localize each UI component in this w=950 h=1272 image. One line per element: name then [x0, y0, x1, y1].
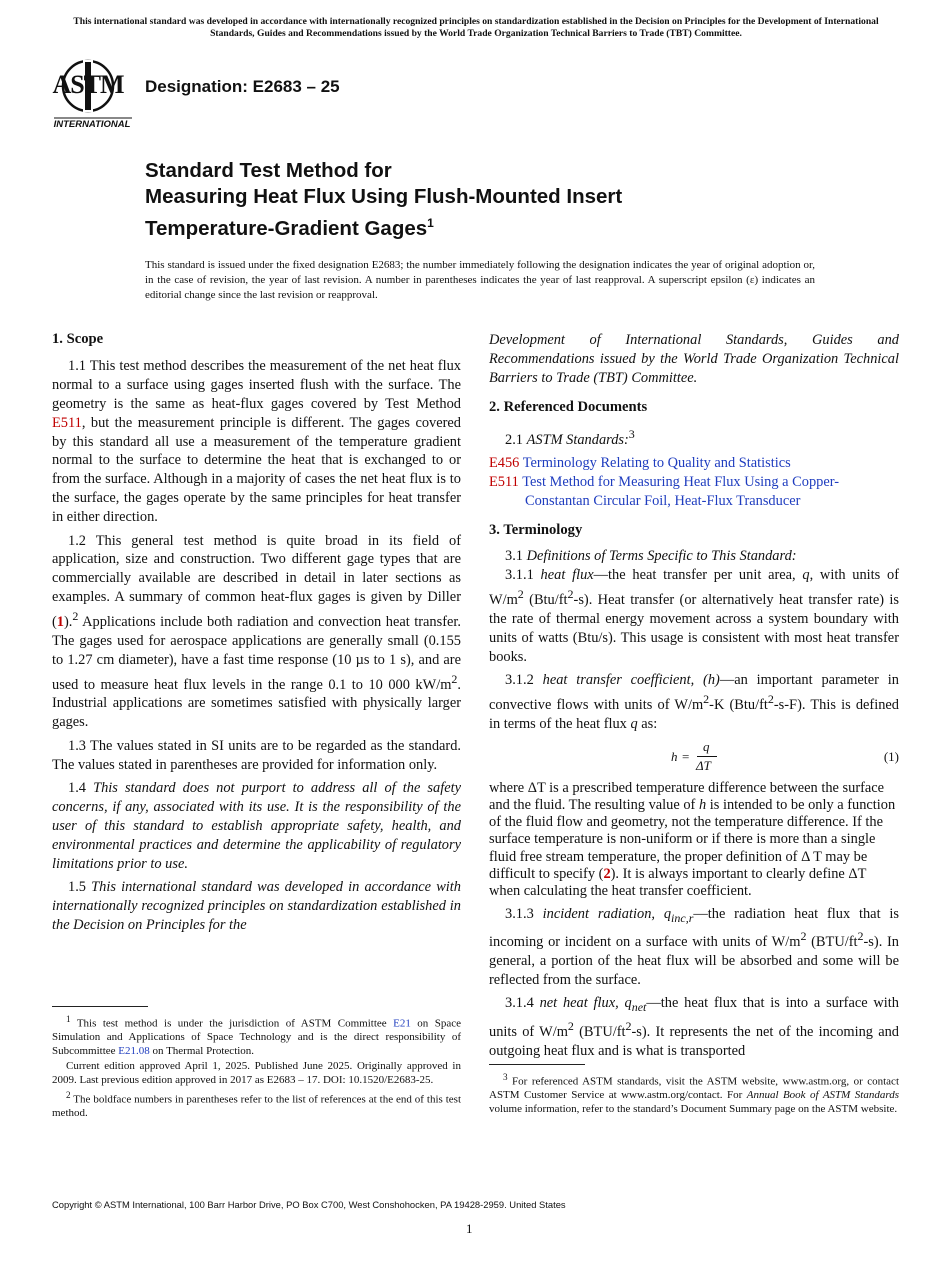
equation-lhs: h	[671, 748, 678, 764]
terminology-3-1-2: 3.1.2 heat transfer coefficient, (h)—an important parameter in convective flows with units of $W/m^2-K$ $(Btu/ft^2-s-F)$. This is defined in terms of the heat flux q as:	[489, 672, 899, 732]
ref-title-e456[interactable]: Terminology Relating to Quality and Statistics	[522, 454, 791, 471]
reference-e511-cont[interactable]: Constantan Circular Foil, Heat-Flux Transducer	[525, 492, 801, 509]
terminology-3-1-3: 3.1.3 incident radiation, $q_{inc,r}—the$ radiation heat flux that is incoming or incident on a surface with units of $W/m^2$ $(BTU/ft^2-s)$. In general, a portion of the heat flux will be absorbed and some will be reflected from the surface.	[489, 905, 899, 989]
reference-link-2[interactable]: 2	[603, 865, 611, 882]
footnote-1: $^1$ This test method is under the jurisdiction of ASTM Committee E21 on Space Simulation and Applications of Space Technology and is the direct responsibility of Subcommittee E21.08 on Thermal Protection.	[52, 1014, 461, 1057]
reference-link-1[interactable]: 1	[56, 613, 64, 630]
page-number: 1	[466, 1221, 473, 1236]
title-footnote-mark: 1	[427, 216, 434, 230]
scope-1-5-continued: Development of International Standards, Guides and Recommendations issued by the World Trade Organization Technical Barriers to Trade (TBT) Committee.	[489, 332, 899, 386]
wto-notice: This international standard was developed in accordance with internationally recognized principles on standardization established in the Decision on Principles for the Development of International Standards, Guides and Recommendations issued by the World Trade Organization Technical Barriers to Trade (TBT) Committee.	[73, 16, 879, 39]
reference-e456[interactable]	[489, 454, 899, 473]
ref-code-e511[interactable]: E511	[489, 473, 519, 490]
equation-denominator: ΔT	[696, 757, 711, 773]
scope-1-2: 1.2 This general test method is quite broad in its field of application, size and construction. Two different gage types that are commercially available are described in detail in later sections as examples. A summary of common heat-flux gages is given by Diller (1).$^2$ Applications include both radiation and convection heat transfer. The gages used for aerospace applications are generally small (0.155 to 1.27 cm diameter), have a fast time response (10 µs to 1 s), and are used to measure heat flux levels in the range 0.1 to 10 000 $kW/m^2$. Industrial applications are sometimes satisfied with physically larger gages.	[52, 532, 461, 731]
referenced-2-1: 2.1 ASTM Standards:$^3$	[505, 426, 635, 448]
astm-logo	[52, 56, 136, 132]
left-footnotes	[52, 1006, 461, 1123]
footnote-2: $^2$ The boldface numbers in parentheses refer to the list of references at the end of this test method.	[52, 1090, 461, 1120]
equation-number: (1)	[883, 748, 899, 764]
logo-lettering: ASTM	[52, 70, 124, 99]
scope-1-4: 1.4 This standard does not purport to address all of the safety concerns, if any, associated with its use. It is the responsibility of the user of this standard to establish appropriate safety, health, and environmental practices and determine the applicability of regulatory limitations prior to use.	[52, 780, 461, 872]
link-e511[interactable]: E511	[52, 414, 82, 431]
issue-note: This standard is issued under the fixed designation E2683; the number immediately following the designation indicates the year of original adoption or, in the case of revision, the year of last revision. A number in parentheses indicates the year of last reapproval. A superscript epsilon (ε) indicates an editorial change since the last revision or reapproval.	[145, 259, 815, 301]
title-line-1: Standard Test Method for	[145, 159, 392, 182]
scope-1-5: 1.5 This international standard was developed in accordance with internationally recognized principles on standardization established in the Decision on Principles for the	[52, 879, 461, 933]
left-column	[52, 330, 461, 939]
ref-title-e511[interactable]: Test Method for Measuring Heat Flux Using a Copper-	[522, 473, 840, 490]
footnote-rule	[489, 1064, 585, 1065]
equation-explanation: where ΔT is a prescribed temperature difference between the surface and the fluid. The resulting value of h is intended to be only a function of the fluid flow and geometry, not the temperature difference. If the surface temperature is non-uniform or if there is more than a single fluid free stream temperature, the proper definition of Δ T may be difficult to specify (2). It is always important to clearly define ΔT when calculating the heat transfer coefficient.	[489, 779, 896, 899]
scope-1-1: 1.1 This test method describes the measurement of the net heat flux normal to a surface using gages inserted flush with the surface. The geometry is the same as heat-flux gages covered by Test Method E511, but the measurement principle is different. The gages covered by this standard all use a measurement of the temperature gradient normal to the surface to determine the heat that is exchanged to or from the surface. Although in a majority of cases the net heat flux is to the surface, the gages operate by the same principles for heat transfer in either direction.	[52, 357, 461, 526]
scope-1-3: 1.3 The values stated in SI units are to be regarded as the standard. The values stated in parentheses are provided for information only.	[52, 737, 461, 773]
ref-code-e456[interactable]: E456	[489, 454, 520, 471]
terminology-3-1-4: 3.1.4 net heat flux, $q_{net}—the$ heat flux that is into a surface with units of $W/m^2$ $(BTU/ft^2-s)$. It represents the net of the incoming and outgoing heat flux and is what is transported	[489, 995, 899, 1059]
title-line-3: Temperature-Gradient Gages$^1$	[145, 216, 434, 240]
footnote-3: $^3$ For referenced ASTM standards, visit the ASTM website, www.astm.org, or contact ASTM Customer Service at www.astm.org/contact. For Annual Book of ASTM Standards volume information, refer to the standard’s Document Summary page on the ASTM website.	[489, 1072, 899, 1115]
document-title	[145, 158, 785, 242]
terminology-3-1-1: 3.1.1 heat flux—the heat transfer per unit area, q, with units of $W/m^2$ $(Btu/ft^2-s)$. Heat transfer (or alternatively heat transfer rate) is the rate of thermal energy movement across a system boundary with units of watts (Btu/s). This usage is consistent with most heat transfer books.	[489, 567, 899, 665]
designation: Designation: E2683 – 25	[145, 77, 340, 96]
astm-logo-icon	[52, 56, 136, 132]
section-heading-referenced-documents: 2. Referenced Documents	[489, 398, 648, 415]
terminology-3-1: 3.1 Definitions of Terms Specific to This Standard:	[505, 548, 797, 565]
section-heading-terminology: 3. Terminology	[489, 521, 583, 538]
link-e21-08[interactable]: E21.08	[118, 1044, 150, 1057]
footnote-rule	[52, 1006, 148, 1007]
footnote-1-edition: Current edition approved April 1, 2025. Published June 2025. Originally approved in 2009. Last previous edition approved in 2017 as E2683 – 17. DOI: 10.1520/E2683-25.	[52, 1060, 461, 1086]
equation-equals: =	[682, 748, 690, 764]
title-line-2: Measuring Heat Flux Using Flush-Mounted Insert	[145, 185, 623, 208]
right-column	[489, 331, 899, 1065]
logo-subtext: INTERNATIONAL	[53, 119, 131, 130]
copyright-notice: Copyright © ASTM International, 100 Barr Harbor Drive, PO Box C700, West Conshohocken, PA 19428-2959. United States	[52, 1199, 566, 1210]
equation-numerator: q	[703, 738, 710, 754]
equation-1	[489, 738, 899, 778]
reference-e511[interactable]	[489, 473, 899, 492]
right-footnotes	[489, 1064, 899, 1118]
link-e21[interactable]: E21	[393, 1017, 411, 1030]
section-heading-scope: 1. Scope	[52, 331, 104, 347]
